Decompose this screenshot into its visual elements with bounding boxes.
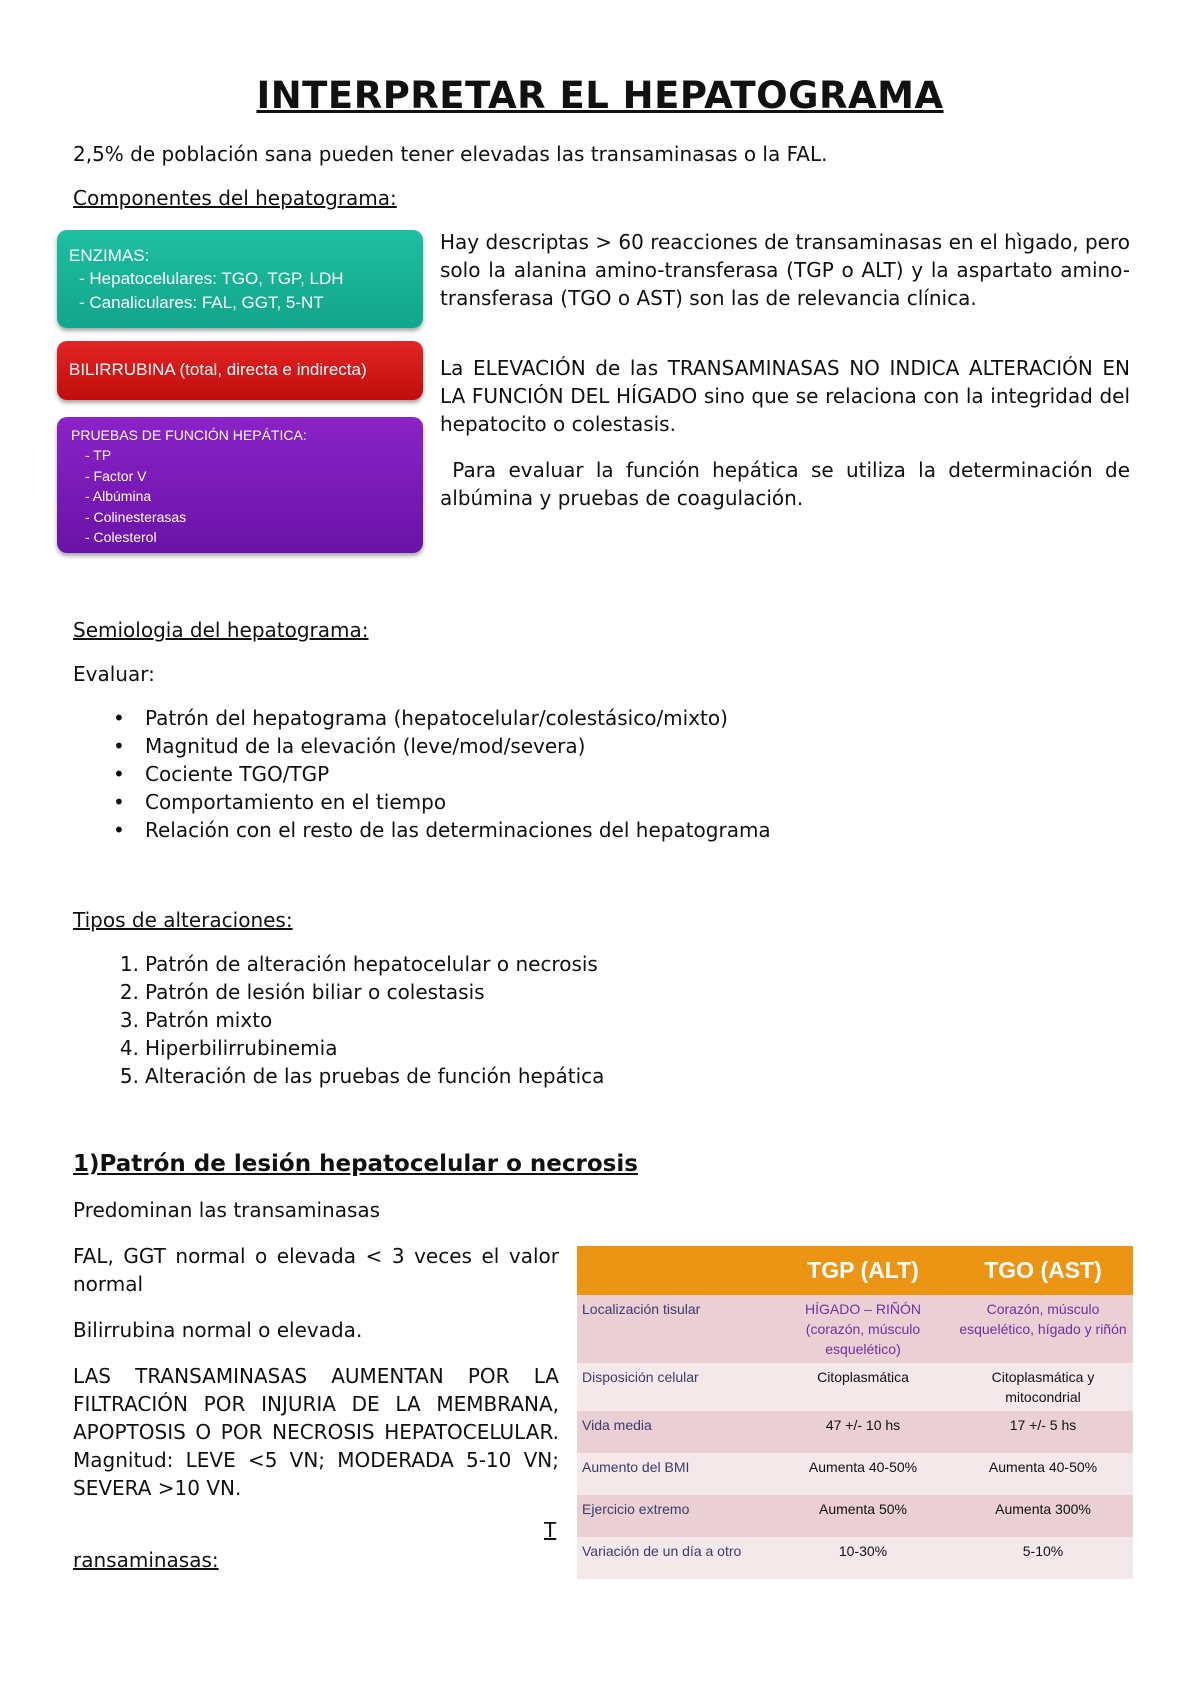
table-cell: Ejercicio extremo xyxy=(577,1495,773,1537)
table-cell: Variación de un día a otro xyxy=(577,1537,773,1579)
table-cell: Citoplasmática y mitocondrial xyxy=(953,1363,1133,1411)
tipos-heading: Tipos de alteraciones: xyxy=(73,908,293,932)
table-header-row xyxy=(577,1246,1133,1295)
page-title: INTERPRETAR EL HEPATOGRAMA xyxy=(256,74,944,117)
pruebas-item: - Factor V xyxy=(85,467,147,484)
table-cell: Aumenta 300% xyxy=(953,1495,1133,1537)
paragraph-funcion: Para evaluar la función hepática se utiliza la determinación de albúmina y pruebas de coagulación. xyxy=(440,458,1137,510)
transaminasas-paragraph: LAS TRANSAMINASAS AUMENTAN POR LA FILTRACIÓN POR INJURIA DE LA MEMBRANA, APOPTOSIS O POR NECROSIS HEPATOCELULAR. Magnitud: LEVE <5 VN; MODERADA 5-10 VN; SEVERA >10 VN. xyxy=(73,1364,559,1500)
paragraph-reacciones: Hay descriptas > 60 reacciones de transaminasas en el hìgado, pero solo la alanina amino-transferasa (TGP o ALT) y la aspartato amino-transferasa (TGO o AST) son las de relevancia clínica. xyxy=(440,230,1130,310)
table-cell: Aumenta 40-50% xyxy=(773,1453,953,1495)
table-row xyxy=(577,1453,1133,1495)
transaminasas-heading: ransaminasas: xyxy=(73,1548,219,1572)
table-cell: Localización tisular xyxy=(577,1295,773,1363)
pruebas-title: PRUEBAS DE FUNCIÓN HEPÁTICA: xyxy=(71,427,307,443)
table-cell: 17 +/- 5 hs xyxy=(953,1411,1133,1453)
bilirrubina-box xyxy=(57,341,423,400)
evaluar-list xyxy=(73,704,771,844)
list-item: 1. Patrón de alteración hepatocelular o necrosis xyxy=(119,952,598,976)
table-cell: Aumenta 40-50% xyxy=(953,1453,1133,1495)
table-cell: 10-30% xyxy=(773,1537,953,1579)
paragraph-elevacion: La ELEVACIÓN de las TRANSAMINASAS NO INDICA ALTERACIÓN EN LA FUNCIÓN DEL HÍGADO sino que se relaciona con la integridad del hepatocito o colestasis. xyxy=(440,356,1130,436)
list-item: 2. Patrón de lesión biliar o colestasis xyxy=(119,980,485,1004)
table-cell: Corazón, músculo esquelético, hígado y riñón xyxy=(953,1295,1133,1363)
enzimas-title: ENZIMAS: xyxy=(69,246,150,265)
table-row xyxy=(577,1363,1133,1411)
pruebas-item: - Colesterol xyxy=(85,529,157,545)
enzimas-box xyxy=(57,230,423,328)
table-cell: Citoplasmática xyxy=(773,1363,953,1411)
table-cell: Aumento del BMI xyxy=(577,1453,773,1495)
list-item: • Comportamiento en el tiempo xyxy=(113,790,447,814)
components-heading: Componentes del hepatograma: xyxy=(73,186,397,210)
enzimas-item: - Canaliculares: FAL, GGT, 5-NT xyxy=(79,293,324,312)
intro-text: 2,5% de población sana pueden tener elevadas las transaminasas o la FAL. xyxy=(73,142,828,166)
list-item: • Patrón del hepatograma (hepatocelular/colestásico/mixto) xyxy=(113,706,728,730)
table-cell: Disposición celular xyxy=(577,1363,773,1411)
pruebas-item: - TP xyxy=(85,447,112,463)
bilirrubina-text: Bilirrubina normal o elevada. xyxy=(73,1318,363,1342)
table-header: TGP (ALT) xyxy=(773,1246,953,1295)
list-item: • Cociente TGO/TGP xyxy=(113,762,330,786)
table-row xyxy=(577,1537,1133,1579)
pruebas-item: - Colinesterasas xyxy=(85,508,187,525)
fal-text: FAL, GGT normal o elevada < 3 veces el valor normal xyxy=(73,1244,559,1296)
table-header xyxy=(577,1246,773,1295)
list-item: 4. Hiperbilirrubinemia xyxy=(119,1036,338,1060)
list-item: • Magnitud de la elevación (leve/mod/severa) xyxy=(113,734,586,758)
transaminasas-table xyxy=(577,1246,1133,1579)
pruebas-item: - Albúmina xyxy=(85,488,152,504)
table-header: TGO (AST) xyxy=(953,1246,1133,1295)
table-row xyxy=(577,1295,1133,1363)
semiologia-heading: Semiologia del hepatograma: xyxy=(73,618,369,642)
table-cell: 5-10% xyxy=(953,1537,1133,1579)
table-cell: Aumenta 50% xyxy=(773,1495,953,1537)
pruebas-funcion-box xyxy=(57,417,423,553)
predominan-text: Predominan las transaminasas xyxy=(73,1198,381,1222)
list-item: 3. Patrón mixto xyxy=(119,1008,273,1032)
table-row xyxy=(577,1411,1133,1453)
t-letter: T xyxy=(544,1518,557,1542)
enzimas-item: - Hepatocelulares: TGO, TGP, LDH xyxy=(79,269,344,288)
section1-heading: 1)Patrón de lesión hepatocelular o necrosis xyxy=(73,1151,638,1177)
table-cell: 47 +/- 10 hs xyxy=(773,1411,953,1453)
table-cell: HÍGADO – RIÑÓN (corazón, músculo esquelético) xyxy=(773,1295,953,1363)
table-cell: Vida media xyxy=(577,1411,773,1453)
list-item: 5. Alteración de las pruebas de función hepática xyxy=(119,1064,605,1088)
evaluar-label: Evaluar: xyxy=(73,662,155,686)
bilirrubina-title: BILIRRUBINA (total, directa e indirecta) xyxy=(69,360,367,379)
list-item: • Relación con el resto de las determinaciones del hepatograma xyxy=(113,818,771,842)
tipos-list xyxy=(73,950,604,1090)
table-row xyxy=(577,1495,1133,1537)
